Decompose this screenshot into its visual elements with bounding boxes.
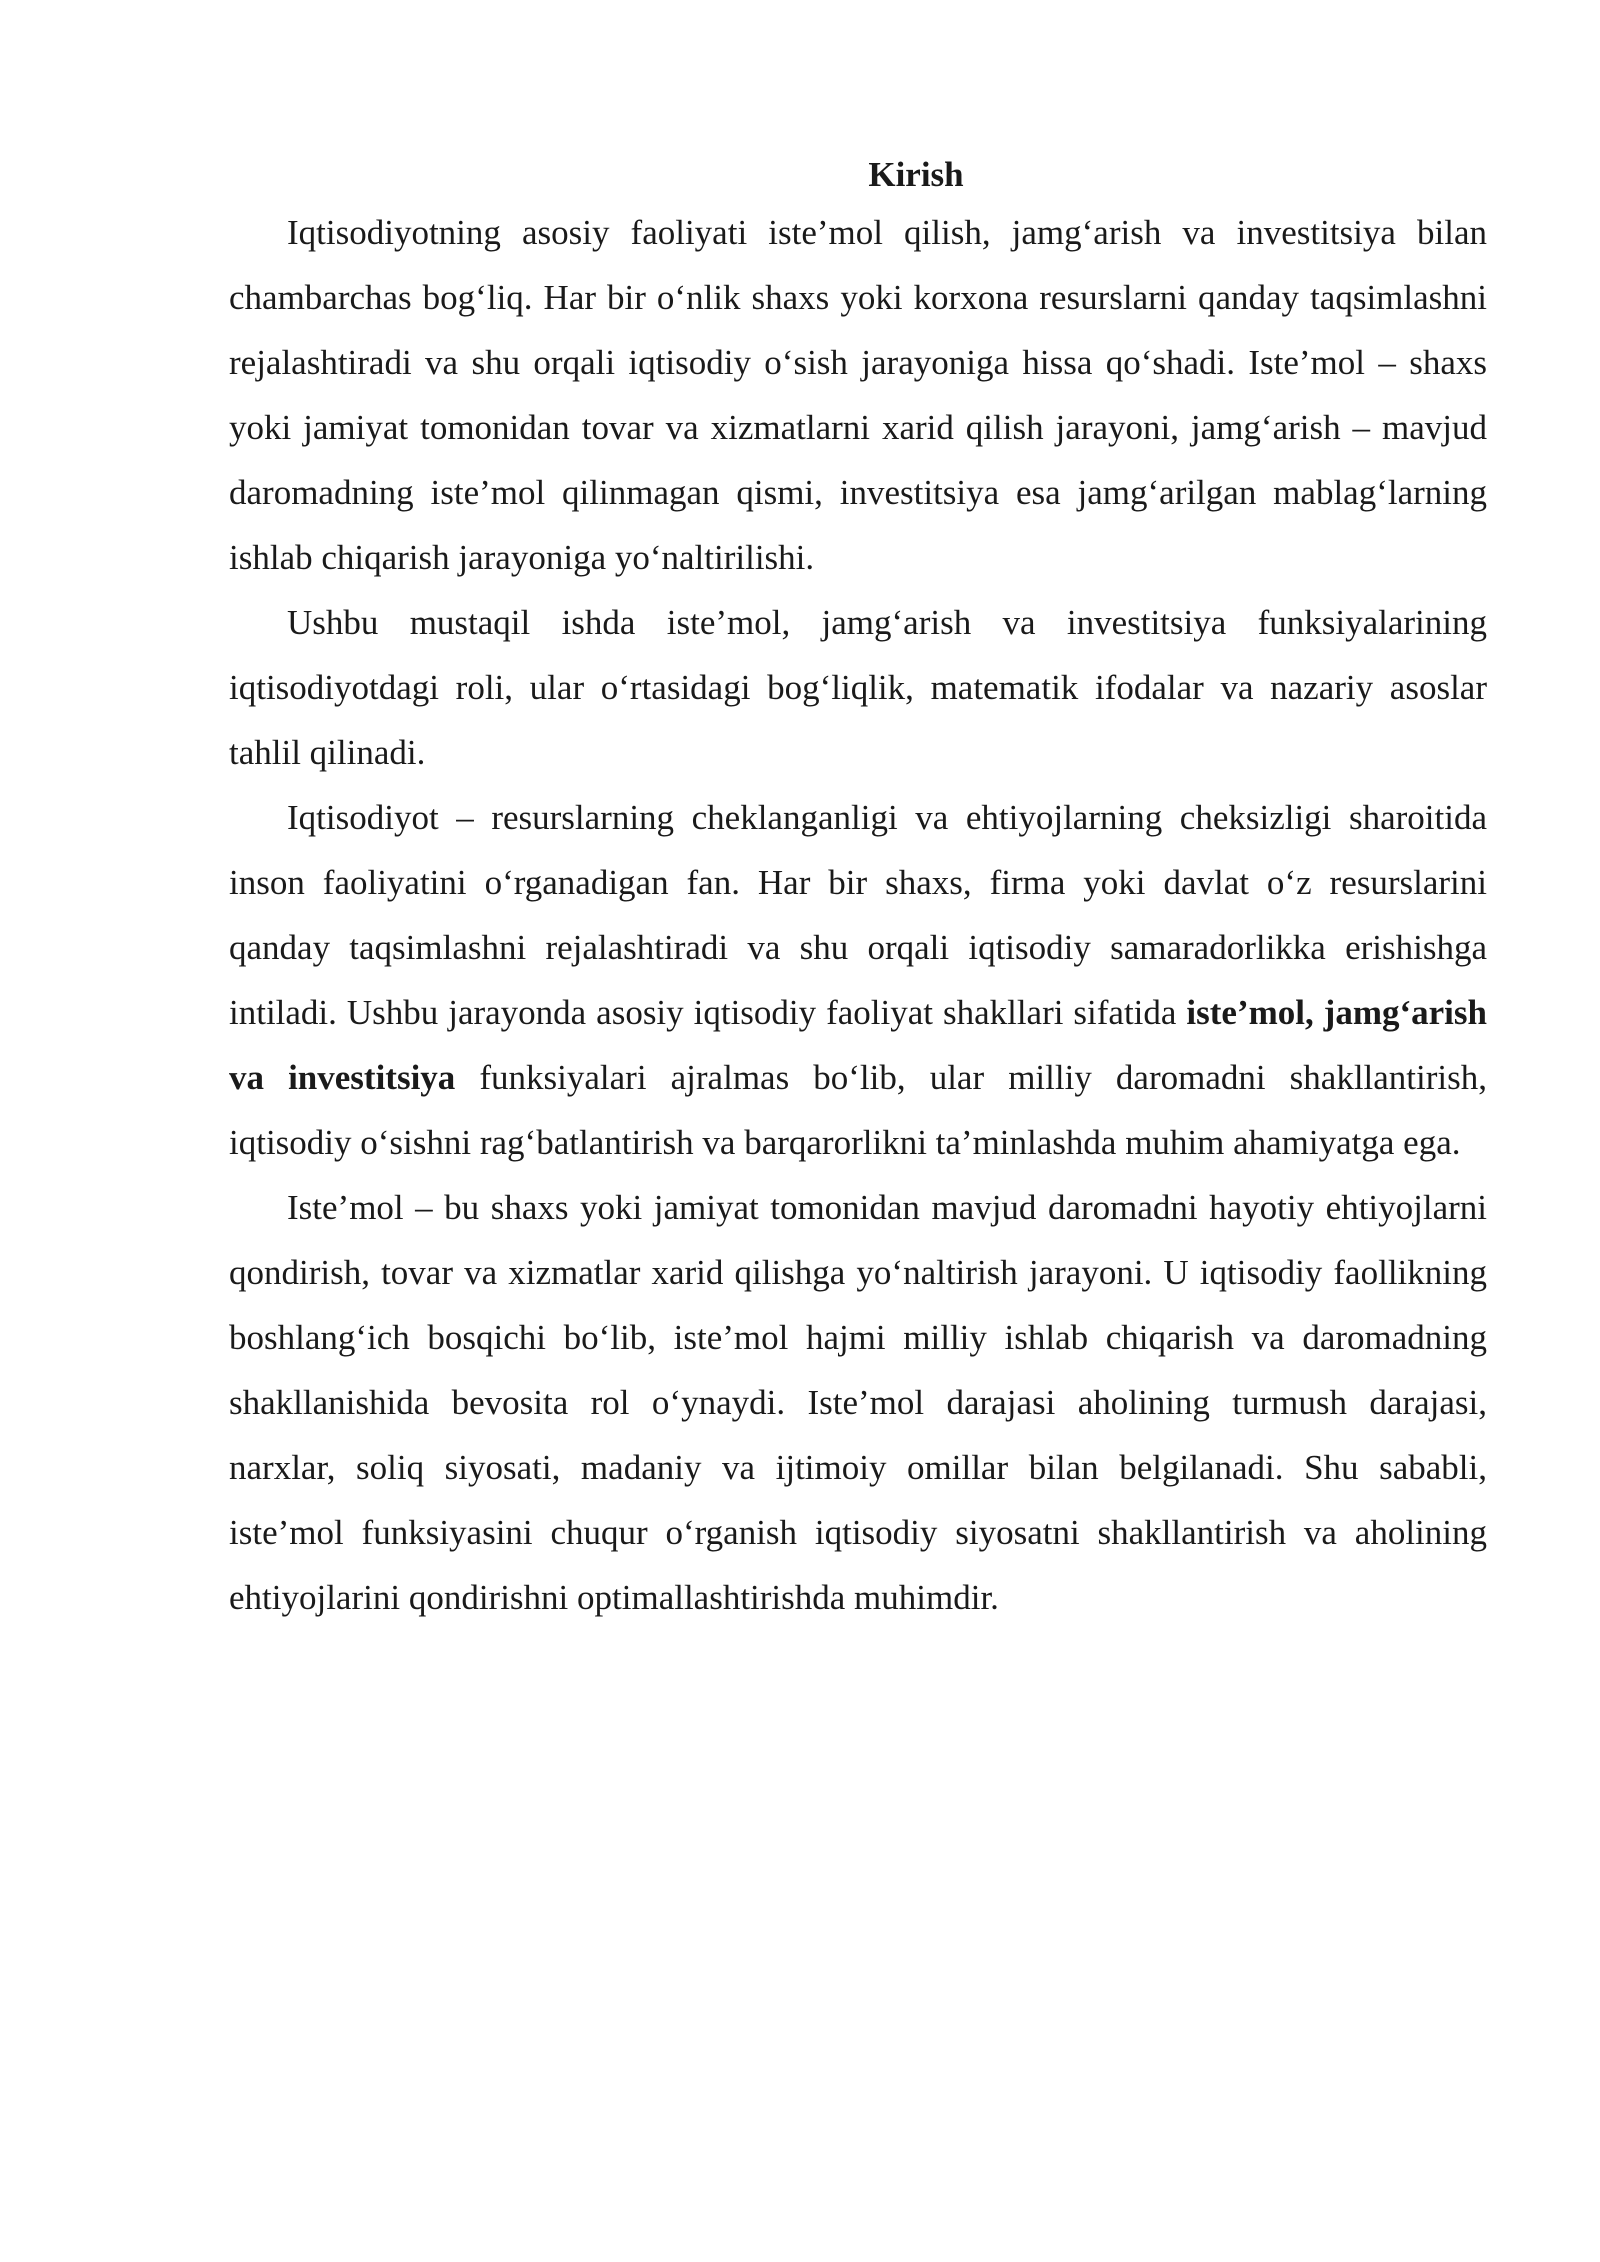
paragraph-economy [229, 785, 1487, 1175]
document-body [229, 150, 1487, 1630]
paragraph-intro: Iqtisodiyotning asosiy faoliyati iste’mol qilish, jamg‘arish va investitsiya bilan chambarchas bog‘liq. Har bir o‘nlik shaxs yoki korxona resurslarni qanday taqsimlashni rejalashtiradi va shu orqali iqtisodiy o‘sish jarayoniga hissa qo‘shadi. Iste’mol – shaxs yoki jamiyat tomonidan tovar va xizmatlarni xarid qilish jarayoni, jamg‘arish – mavjud daromadning iste’mol qilinmagan qismi, investitsiya esa jamg‘arilgan mablag‘larning ishlab chiqarish jarayoniga yo‘naltirilishi. [229, 213, 1487, 577]
paragraph-consumption: Iste’mol – bu shaxs yoki jamiyat tomonidan mavjud daromadni hayotiy ehtiyojlarni qondirish, tovar va xizmatlar xarid qilishga yo‘naltirish jarayoni. U iqtisodiy faollikning boshlang‘ich bosqichi bo‘lib, iste’mol hajmi milliy ishlab chiqarish va daromadning shakllanishida bevosita rol o‘ynaydi. Iste’mol darajasi aholining turmush darajasi, narxlar, soliq siyosati, madaniy va ijtimoiy omillar bilan belgilanadi. Shu sababli, iste’mol funksiyasini chuqur o‘rganish iqtisodiy siyosatni shakllantirish va aholining ehtiyojlarini qondirishni optimallashtirishda muhimdir. [229, 1188, 1487, 1617]
paragraph-economy-bold-terms: iste’mol, jamg‘arish va investitsiya [229, 993, 1487, 1097]
document-title: Kirish [868, 155, 964, 194]
paragraph-aim: Ushbu mustaqil ishda iste’mol, jamg‘arish va investitsiya funksiyalarining iqtisodiyotdagi roli, ular o‘rtasidagi bog‘liqlik, matematik ifodalar va nazariy asoslar tahlil qilinadi. [229, 603, 1487, 772]
paragraph-economy-text-end: funksiyalari ajralmas bo‘lib, ular milliy daromadni shakllantirish, iqtisodiy o‘sishni rag‘batlantirish va barqarorlikni ta’minlashda muhim ahamiyatga ega. [229, 1058, 1487, 1162]
paragraph-economy-text-start: Iqtisodiyot – resurslarning cheklanganligi va ehtiyojlarning cheksizligi sharoitida inson faoliyatini o‘rganadigan fan. Har bir shaxs, firma yoki davlat o‘z resurslarini qanday taqsimlashni rejalashtiradi va shu orqali iqtisodiy samaradorlikka erishishga intiladi. Ushbu jarayonda asosiy iqtisodiy faoliyat shakllari sifatida [229, 798, 1487, 1032]
